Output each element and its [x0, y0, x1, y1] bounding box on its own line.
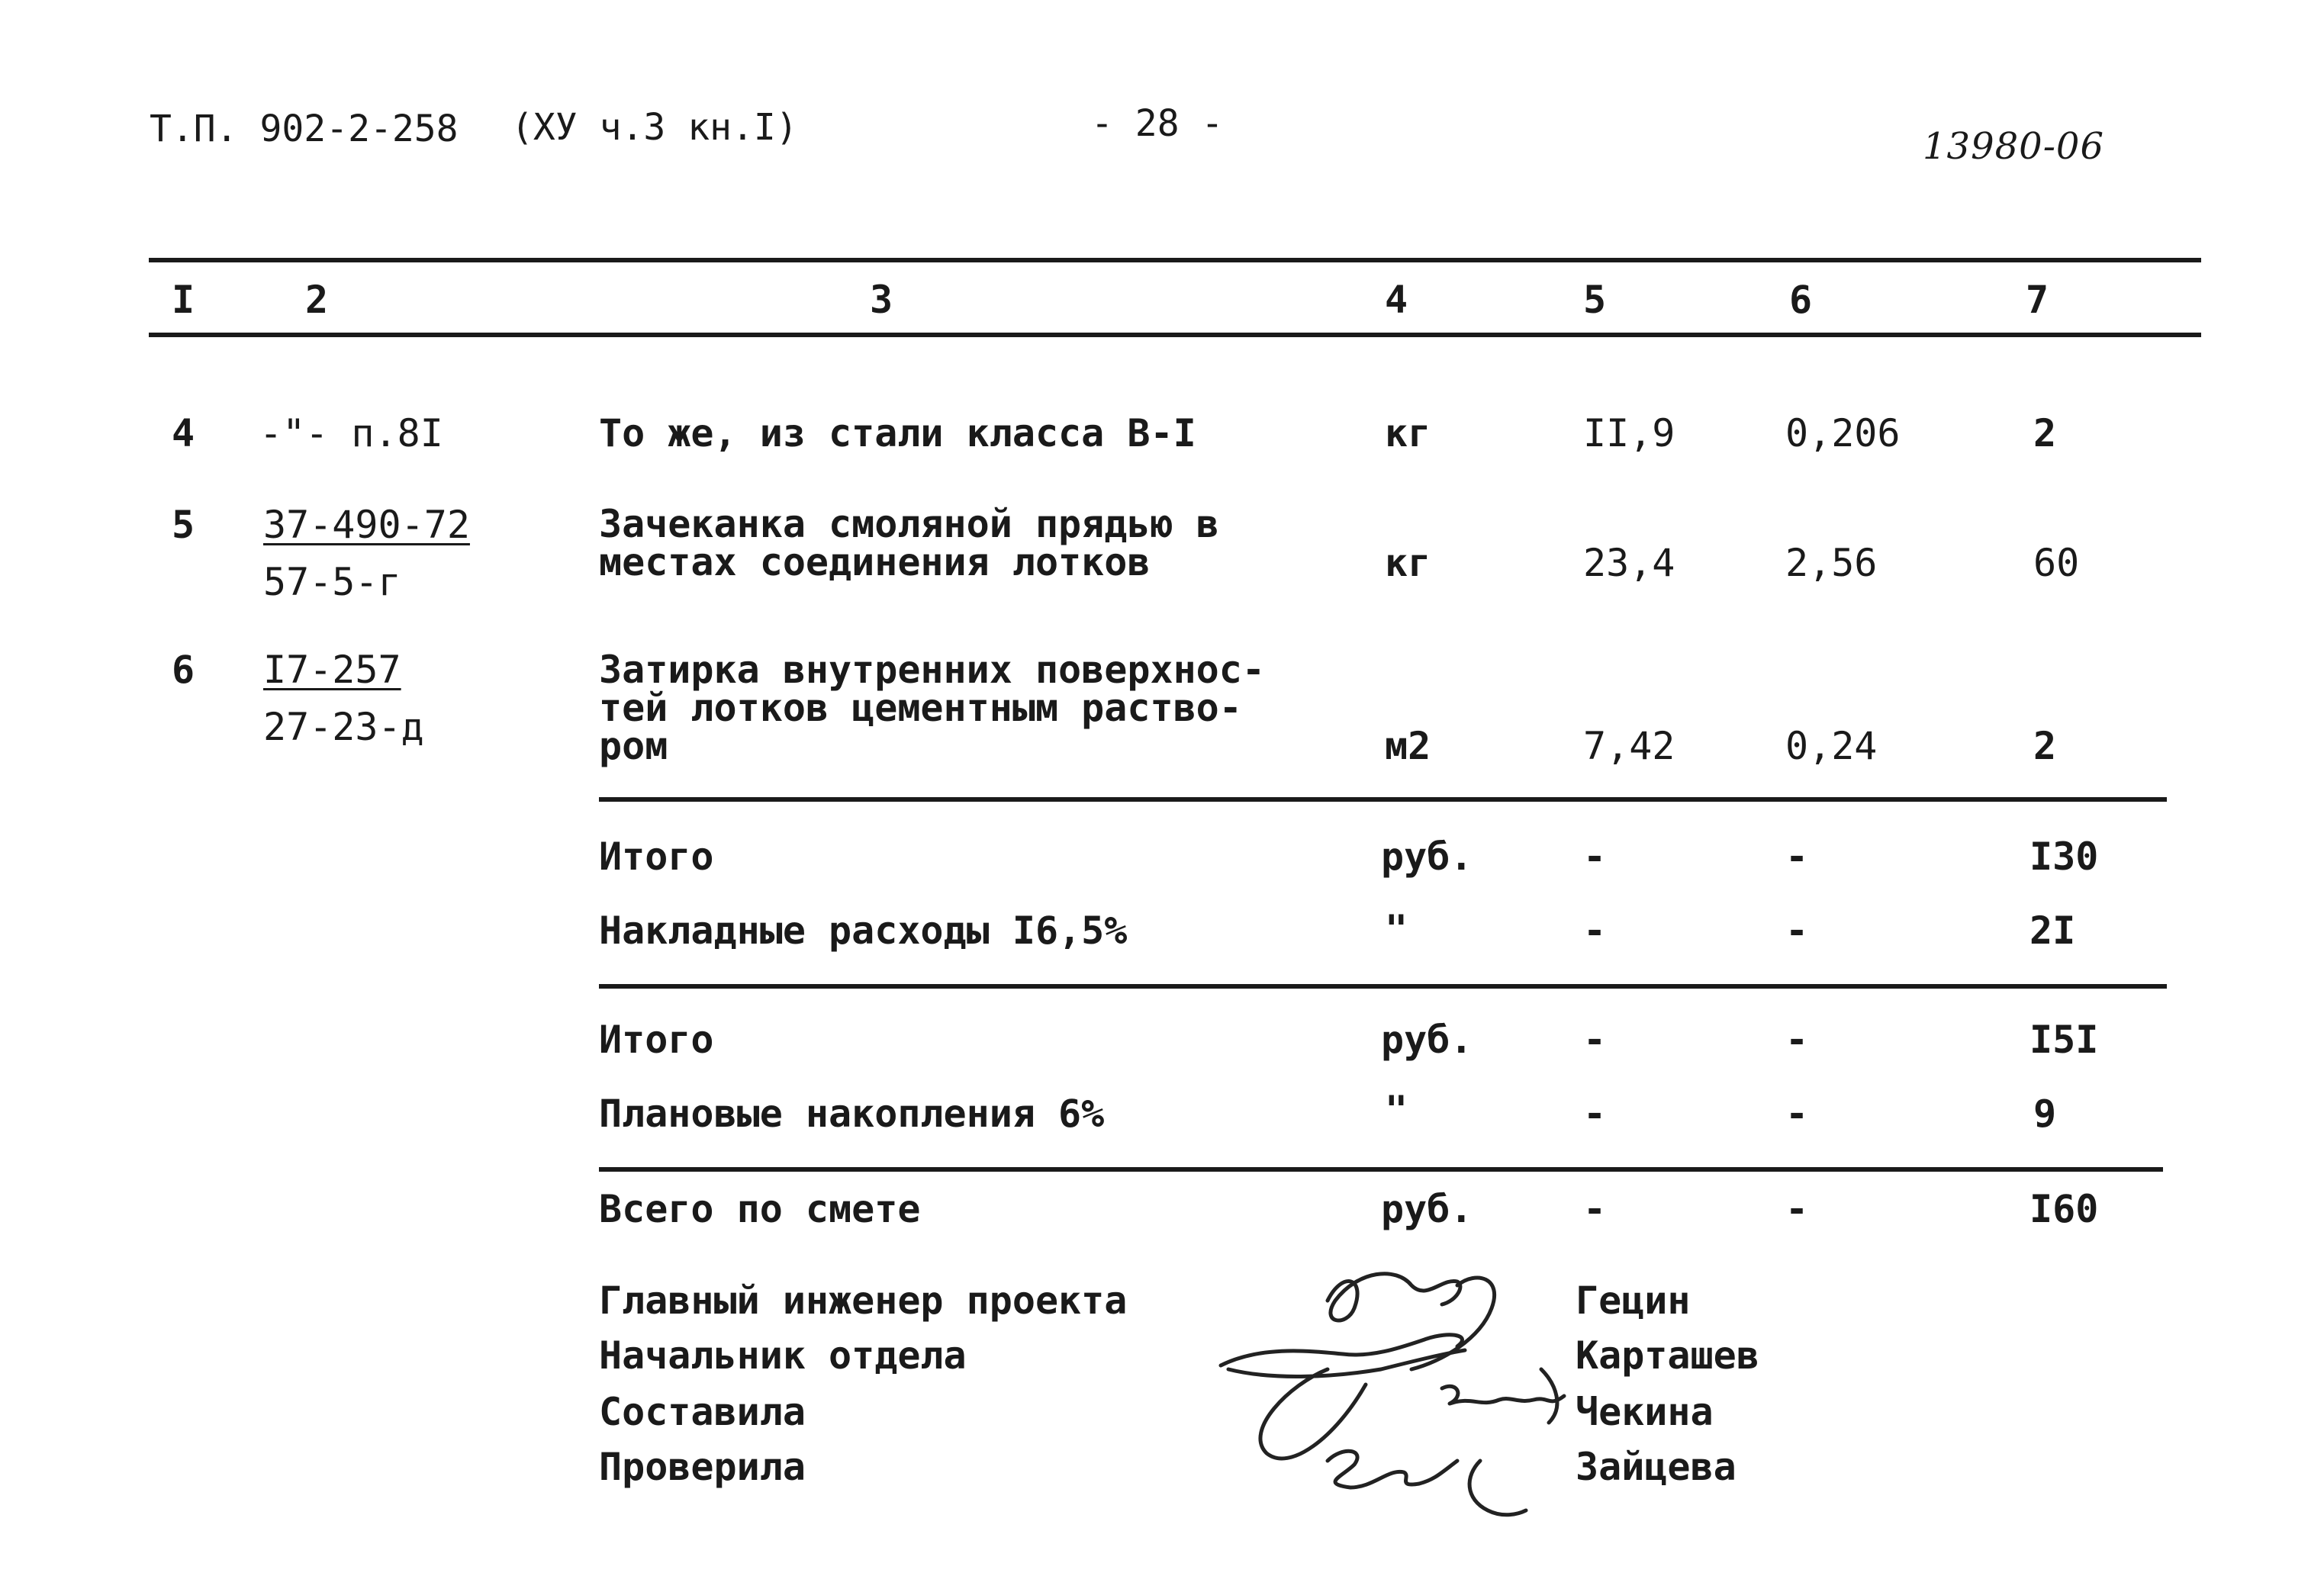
summary-rule: [599, 1167, 2163, 1172]
summary-rule: [599, 984, 2167, 989]
row-unit-price: 0,206: [1785, 411, 1901, 455]
col-header-7: 7: [2026, 278, 2049, 322]
row-unit-price: 2,56: [1785, 541, 1878, 585]
summary-total: I5I: [2029, 1018, 2099, 1062]
summary-dash: -: [1785, 1092, 1809, 1136]
summary-unit: ": [1385, 1088, 1408, 1132]
doc-reference: Т.П. 902-2-258: [150, 108, 459, 150]
page-number: - 28 -: [1091, 102, 1224, 145]
summary-unit: руб.: [1381, 1187, 1473, 1231]
row-quantity: 7,42: [1583, 724, 1675, 768]
row-total: 60: [2033, 541, 2080, 585]
summary-dash: -: [1785, 1018, 1809, 1062]
archive-number: 13980-06: [1923, 125, 2104, 168]
summary-total: I60: [2029, 1187, 2099, 1231]
signature-role: Главный инженер проекта: [599, 1278, 1128, 1323]
row-number: 6: [172, 648, 195, 692]
row-number: 4: [172, 411, 195, 455]
row-description: Зачеканка смоляной прядью в местах соединения лотков: [599, 502, 1219, 584]
col-header-6: 6: [1789, 278, 1813, 322]
col-header-2: 2: [305, 278, 329, 322]
signature-name: Гецин: [1576, 1278, 1691, 1323]
row-description: То же, из стали класса В-I: [599, 411, 1196, 455]
summary-dash: -: [1583, 1187, 1607, 1231]
row-code: 37-490-72: [263, 503, 470, 547]
row-unit: м2: [1385, 724, 1431, 768]
summary-label: Плановые накопления 6%: [599, 1092, 1105, 1136]
signature-name: Чекина: [1576, 1390, 1714, 1434]
row-code: I7-257: [263, 648, 401, 692]
summary-unit: руб.: [1381, 1018, 1473, 1062]
summary-dash: -: [1583, 909, 1607, 953]
row-code-secondary: 57-5-г: [263, 560, 401, 604]
summary-label: Всего по смете: [599, 1187, 921, 1231]
col-header-1: I: [172, 278, 195, 322]
signature-role: Проверила: [599, 1445, 806, 1489]
row-code-secondary: 27-23-д: [263, 705, 424, 749]
row-code: -"- п.8I: [259, 411, 443, 455]
row-unit-price: 0,24: [1785, 724, 1878, 768]
handwritten-signatures: [1213, 1255, 1564, 1522]
table-header-rule: [149, 333, 2201, 337]
row-number: 5: [172, 503, 195, 547]
signature-name: Зайцева: [1576, 1445, 1737, 1489]
row-description: Затирка внутренних поверхнос- тей лотков цементным раство- ром: [599, 648, 1265, 768]
summary-dash: -: [1583, 835, 1607, 879]
doc-volume: (ХУ ч.3 кн.I): [511, 106, 798, 149]
col-header-5: 5: [1583, 278, 1607, 322]
summary-rule: [599, 797, 2167, 802]
summary-label: Итого: [599, 1018, 714, 1062]
summary-dash: -: [1785, 1187, 1809, 1231]
row-quantity: 23,4: [1583, 541, 1675, 585]
summary-total: 9: [2033, 1092, 2057, 1136]
row-quantity: II,9: [1583, 411, 1675, 455]
col-header-4: 4: [1385, 278, 1408, 322]
signature-name: Карташев: [1576, 1333, 1759, 1378]
summary-label: Итого: [599, 835, 714, 879]
summary-total: 2I: [2029, 909, 2076, 953]
signature-role: Начальник отдела: [599, 1333, 967, 1378]
row-unit: кг: [1385, 411, 1431, 455]
summary-dash: -: [1583, 1092, 1607, 1136]
summary-unit: ": [1385, 907, 1408, 951]
row-total: 2: [2033, 411, 2057, 455]
summary-label: Накладные расходы I6,5%: [599, 909, 1128, 953]
signature-role: Составила: [599, 1390, 806, 1434]
summary-dash: -: [1583, 1018, 1607, 1062]
summary-dash: -: [1785, 835, 1809, 879]
summary-unit: руб.: [1381, 835, 1473, 879]
row-unit: кг: [1385, 541, 1431, 585]
table-top-rule: [149, 258, 2201, 262]
row-total: 2: [2033, 724, 2057, 768]
summary-total: I30: [2029, 835, 2099, 879]
col-header-3: 3: [870, 278, 893, 322]
summary-dash: -: [1785, 909, 1809, 953]
